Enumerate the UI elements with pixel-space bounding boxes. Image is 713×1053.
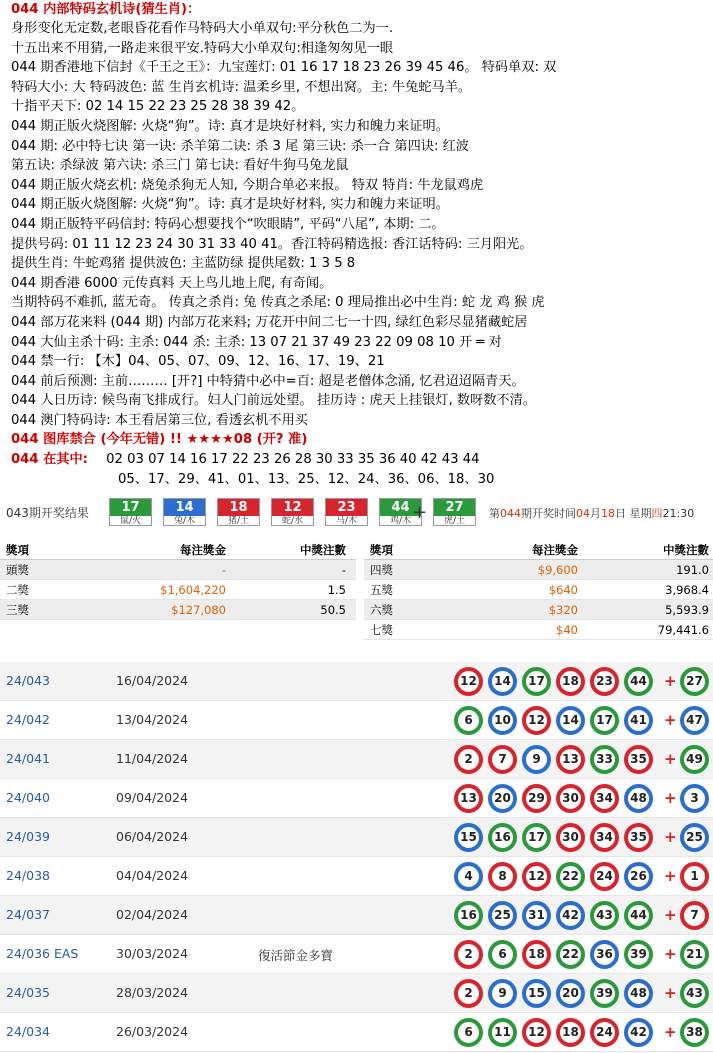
history-ball: 2	[454, 745, 483, 774]
history-special-ball: 25	[680, 823, 709, 852]
history-ball: 6	[454, 706, 483, 735]
prize-table-left	[0, 540, 356, 620]
history-ball: 44	[624, 667, 653, 696]
history-plus: +	[664, 750, 677, 768]
prize-cell: 1.5	[327, 583, 346, 597]
poem-line: 044 期: 必中特七诀 第一诀: 杀羊第二诀: 杀 3 尾 第三诀: 杀一合 第四诀: 红波	[11, 138, 469, 154]
history-ball: 2	[454, 979, 483, 1008]
poem-line: 特码大小: 大 特码波色: 蓝 生肖玄机诗: 温柔乡里, 不想出窝。主: 牛兔蛇马羊。	[11, 79, 472, 95]
poem-line: 第五诀: 杀绿波 第六诀: 杀三门 第七诀: 看好牛狗马兔龙鼠	[11, 158, 349, 174]
poem-lines	[11, 19, 713, 430]
history-special-ball: 7	[680, 901, 709, 930]
prize-cell: $127,080	[171, 603, 226, 617]
history-ball: 16	[454, 901, 483, 930]
history-ball: 25	[488, 901, 517, 930]
history-special-ball: 27	[680, 667, 709, 696]
draw-ball-zodiac: 鼠/火	[119, 516, 142, 526]
history-ball: 18	[556, 667, 585, 696]
poem-line: 044 期香港 6000 元传真料 天上鸟儿地上爬, 有奇闻。	[11, 275, 333, 291]
history-plus: +	[664, 672, 677, 690]
prize-cell: -	[341, 563, 346, 577]
history-ball: 34	[590, 784, 619, 813]
prize-row	[0, 560, 356, 580]
history-note: 復活節金多寶	[258, 948, 334, 963]
history-ball: 18	[522, 940, 551, 969]
poem-line: 身形变化无定数,老眼昏花看作马特码大小单双句:平分秋色二为一.	[11, 21, 394, 36]
history-ball: 10	[488, 706, 517, 735]
history-date: 11/04/2024	[116, 751, 189, 766]
prize-cell: 四獎	[370, 563, 393, 577]
history-ball: 30	[556, 823, 585, 852]
history-ball: 48	[624, 784, 653, 813]
prize-cell: $40	[556, 623, 578, 637]
history-special-ball: 49	[680, 745, 709, 774]
history-ball: 23	[590, 667, 619, 696]
in-line-1	[11, 450, 713, 470]
draw-ball	[109, 498, 152, 526]
poem-title: 044 内部特码玄机诗(猜生肖)：	[11, 2, 201, 17]
prize-table	[0, 540, 713, 650]
prize-header-cell: 每注獎金	[532, 543, 578, 557]
history-row	[0, 779, 713, 818]
history-date: 28/03/2024	[116, 985, 189, 1000]
history-ball: 12	[454, 667, 483, 696]
latest-draw-bar	[0, 496, 713, 530]
history-plus: +	[664, 828, 677, 846]
prize-cell: 七獎	[370, 623, 393, 637]
prize-cell: $1,604,220	[160, 583, 226, 597]
poem-line: 十五出来不用猜,一路走来很平安.特码大小单双句:相逢匆匆见一眼	[11, 40, 394, 56]
history-period[interactable]: 24/042	[6, 712, 50, 727]
history-ball: 20	[488, 784, 517, 813]
history-ball: 12	[522, 1018, 551, 1047]
history-ball: 29	[522, 784, 551, 813]
history-plus: +	[664, 906, 677, 924]
history-row	[0, 896, 713, 935]
prize-cell: 五獎	[370, 583, 393, 597]
history-date: 09/04/2024	[116, 790, 189, 805]
history-ball: 2	[454, 940, 483, 969]
history-ball: 17	[522, 823, 551, 852]
history-row	[0, 974, 713, 1013]
history-ball: 14	[556, 706, 585, 735]
history-ball: 11	[488, 1018, 517, 1047]
draw-ball-number: 23	[326, 499, 367, 516]
prize-cell: 50.5	[320, 603, 346, 617]
prize-header-row	[0, 540, 356, 560]
history-date: 04/04/2024	[116, 868, 189, 883]
poem-line: 044 期正版火烧玄机: 烧兔杀狗无人知, 今期合单必来报。 特双 特肖: 牛龙鼠鸡虎	[11, 177, 484, 193]
history-row	[0, 857, 713, 896]
poem-line: 044 期正版特平码信封: 特码心想要找个“吹眼睛”, 平码“八尾”, 本期: 二。	[11, 216, 445, 232]
poem-line: 044 期正版火烧图解: 火烧“狗”。诗: 真才是块好材料, 实力和魄力来证明。	[11, 197, 449, 213]
history-ball: 9	[522, 745, 551, 774]
in-numbers-2: 05、17、29、41、01、13、25、12、24、36、06、18、30	[118, 471, 495, 487]
in-label: 044 在其中:	[11, 452, 88, 468]
history-ball: 22	[556, 940, 585, 969]
draw-ball-number: 12	[272, 499, 313, 516]
history-ball: 31	[522, 901, 551, 930]
draw-ball-number: 18	[218, 499, 259, 516]
history-date: 06/04/2024	[116, 829, 189, 844]
history-ball: 12	[522, 706, 551, 735]
poem-line: 十指平天下: 02 14 15 22 23 25 28 38 39 42。	[11, 99, 305, 115]
history-period[interactable]: 24/037	[6, 907, 50, 922]
history-ball: 41	[624, 706, 653, 735]
draw-ball-zodiac: 虎/土	[443, 516, 466, 526]
prize-cell: $640	[548, 583, 578, 597]
history-ball: 22	[556, 862, 585, 891]
history-date: 02/04/2024	[116, 907, 189, 922]
history-ball: 35	[624, 745, 653, 774]
in-numbers-1: 02 03 07 14 16 17 22 23 26 28 30 33 35 36 40 42 43 44	[106, 452, 480, 468]
history-ball: 15	[454, 823, 483, 852]
history-special-ball: 43	[680, 979, 709, 1008]
history-ball: 4	[454, 862, 483, 891]
history-ball: 39	[624, 940, 653, 969]
poem-line: 提供生肖: 牛蛇鸡猪 提供波色: 主蓝防绿 提供尾数: 1 3 5 8	[11, 256, 356, 272]
prize-row	[364, 620, 713, 640]
poem-line: 044 澳门特码诗: 本王看居第三位, 看透玄机不用买	[11, 412, 308, 428]
history-ball: 6	[454, 1018, 483, 1047]
history-date: 13/04/2024	[116, 712, 189, 727]
prize-row	[364, 580, 713, 600]
history-period[interactable]: 24/041	[6, 751, 50, 766]
history-ball: 48	[624, 979, 653, 1008]
draw-ball-number: 44	[380, 499, 421, 516]
draw-ball-zodiac: 兔/木	[173, 516, 196, 526]
prize-table-right	[364, 540, 713, 640]
history-period[interactable]: 24/034	[6, 1024, 50, 1039]
poem-line: 044 前后预测: 主前……… [开?] 中特猜中必中=百: 超是老僧体念涌, 忆君迢迢隔青天。	[11, 373, 525, 389]
prize-cell: 頭獎	[6, 563, 29, 577]
history-row	[0, 662, 713, 701]
history-row	[0, 818, 713, 857]
history-ball: 30	[556, 784, 585, 813]
prize-row	[0, 600, 356, 620]
poem-line: 044 大仙主杀十码: 主杀: 044 杀: 主杀: 13 07 21 37 49 23 22 09 08 10 开 ═ 对	[11, 334, 502, 350]
history-ball: 26	[624, 862, 653, 891]
prize-header-cell: 中獎注數	[663, 543, 709, 557]
history-ball: 36	[590, 940, 619, 969]
history-period[interactable]: 24/038	[6, 868, 50, 883]
prize-header-cell: 中獎注數	[300, 543, 346, 557]
history-ball: 16	[488, 823, 517, 852]
history-special-ball: 1	[680, 862, 709, 891]
history-ball: 35	[624, 823, 653, 852]
history-ball: 13	[454, 784, 483, 813]
history-ball: 14	[488, 667, 517, 696]
history-ball: 17	[590, 706, 619, 735]
forbidden-line: 044 图库禁合 (今年无错) !! ★★★★08 (开? 准)	[11, 432, 308, 448]
draw-ball-number: 27	[434, 499, 475, 516]
history-ball: 6	[488, 940, 517, 969]
prize-cell: 三獎	[6, 603, 29, 617]
history-special-ball: 47	[680, 706, 709, 735]
draw-ball-zodiac: 马/木	[335, 516, 358, 526]
prize-header-cell: 每注獎金	[180, 543, 226, 557]
history-plus: +	[664, 984, 677, 1002]
next-draw-info: 第044期开奖时间04月18日 星期四21:30	[489, 507, 695, 520]
draw-special-ball	[433, 498, 476, 526]
history-period[interactable]: 24/035	[6, 985, 50, 1000]
draw-ball-zodiac: 鸡/木	[389, 516, 412, 526]
prize-cell: 191.0	[676, 563, 709, 577]
history-plus: +	[664, 945, 677, 963]
history-ball: 43	[590, 901, 619, 930]
prize-cell: 六獎	[370, 603, 393, 617]
draw-ball	[163, 498, 206, 526]
history-ball: 44	[624, 901, 653, 930]
history-ball: 17	[522, 667, 551, 696]
prize-row	[364, 560, 713, 580]
history-ball: 42	[556, 901, 585, 930]
prize-cell: $9,600	[537, 563, 578, 577]
history-date: 16/04/2024	[116, 673, 189, 688]
history-ball: 34	[590, 823, 619, 852]
poem-line: 044 期正版火烧图解: 火烧“狗”。诗: 真才是块好材料, 实力和魄力来证明。	[11, 118, 449, 134]
history-date: 26/03/2024	[116, 1024, 189, 1039]
draw-ball	[217, 498, 260, 526]
prize-row	[0, 580, 356, 600]
prize-row	[364, 600, 713, 620]
history-plus: +	[664, 789, 677, 807]
prize-header-row	[364, 540, 713, 560]
history-row	[0, 701, 713, 740]
prize-header-cell: 獎項	[6, 543, 29, 557]
prize-cell: 5,593.9	[665, 603, 709, 617]
prize-header-cell: 獎項	[370, 543, 393, 557]
poem-line: 044 禁一行: 【木】04、05、07、09、12、16、17、19、21	[11, 354, 385, 370]
history-special-ball: 38	[680, 1018, 709, 1047]
history-ball: 18	[556, 1018, 585, 1047]
history-ball: 13	[556, 745, 585, 774]
history-ball: 8	[488, 862, 517, 891]
history-period[interactable]: 24/040	[6, 790, 50, 805]
poem-line: 044 人日历诗: 候鸟南飞排成行。妇人门前远处望。 挂历诗 : 虎天上挂银灯, 数呀数不清。	[11, 393, 536, 409]
history-plus: +	[664, 867, 677, 885]
prize-cell: 3,968.4	[665, 583, 709, 597]
history-ball: 33	[590, 745, 619, 774]
history-row	[0, 1013, 713, 1052]
history-row	[0, 740, 713, 779]
poem-line: 提供号码: 01 11 12 23 24 30 31 33 40 41。香江特码精选报: 香江话特码: 三月阳光。	[11, 236, 533, 252]
history-ball: 24	[590, 862, 619, 891]
draw-label: 043期开奖结果	[6, 506, 89, 520]
history-period[interactable]: 24/036 EAS	[6, 946, 79, 961]
plus-sign: +	[412, 502, 428, 523]
history-ball: 15	[522, 979, 551, 1008]
history-date: 30/03/2024	[116, 946, 189, 961]
history-ball: 39	[590, 979, 619, 1008]
poem-line: 044 部万花来料 (044 期) 内部万花来料; 万花开中间二七一十四, 绿红色彩尽显猪藏蛇居	[11, 314, 528, 330]
draw-ball-zodiac: 猪/土	[227, 516, 250, 526]
prediction-text-panel	[0, 0, 713, 487]
poem-line: 当期特码不难抓, 蓝无奇。 传真之杀肖: 兔 传真之杀尾: 0 理局推出必中生肖: 蛇 龙 鸡 猴 虎	[11, 295, 545, 311]
history-ball: 12	[522, 862, 551, 891]
prize-cell: 79,441.6	[657, 623, 709, 637]
history-ball: 9	[488, 979, 517, 1008]
history-special-ball: 21	[680, 940, 709, 969]
history-plus: +	[664, 1023, 677, 1041]
history-ball: 7	[488, 745, 517, 774]
history-plus: +	[664, 711, 677, 729]
draw-history-list	[0, 662, 713, 1053]
history-ball: 24	[590, 1018, 619, 1047]
draw-ball-number: 17	[110, 499, 151, 516]
prize-cell: 二獎	[6, 583, 29, 597]
history-period[interactable]: 24/039	[6, 829, 50, 844]
prize-cell: -	[221, 563, 226, 577]
history-special-ball: 3	[680, 784, 709, 813]
history-ball: 20	[556, 979, 585, 1008]
draw-ball-number: 14	[164, 499, 205, 516]
draw-ball	[271, 498, 314, 526]
history-period[interactable]: 24/043	[6, 673, 50, 688]
prize-cell: $320	[548, 603, 578, 617]
draw-ball-zodiac: 蛇/水	[281, 516, 304, 526]
history-ball: 42	[624, 1018, 653, 1047]
history-row	[0, 935, 713, 974]
draw-ball	[325, 498, 368, 526]
poem-line: 044 期香港地下信封《千王之王》：九宝莲灯: 01 16 17 18 23 26 39 45 46。 特码单双: 双	[11, 60, 557, 76]
